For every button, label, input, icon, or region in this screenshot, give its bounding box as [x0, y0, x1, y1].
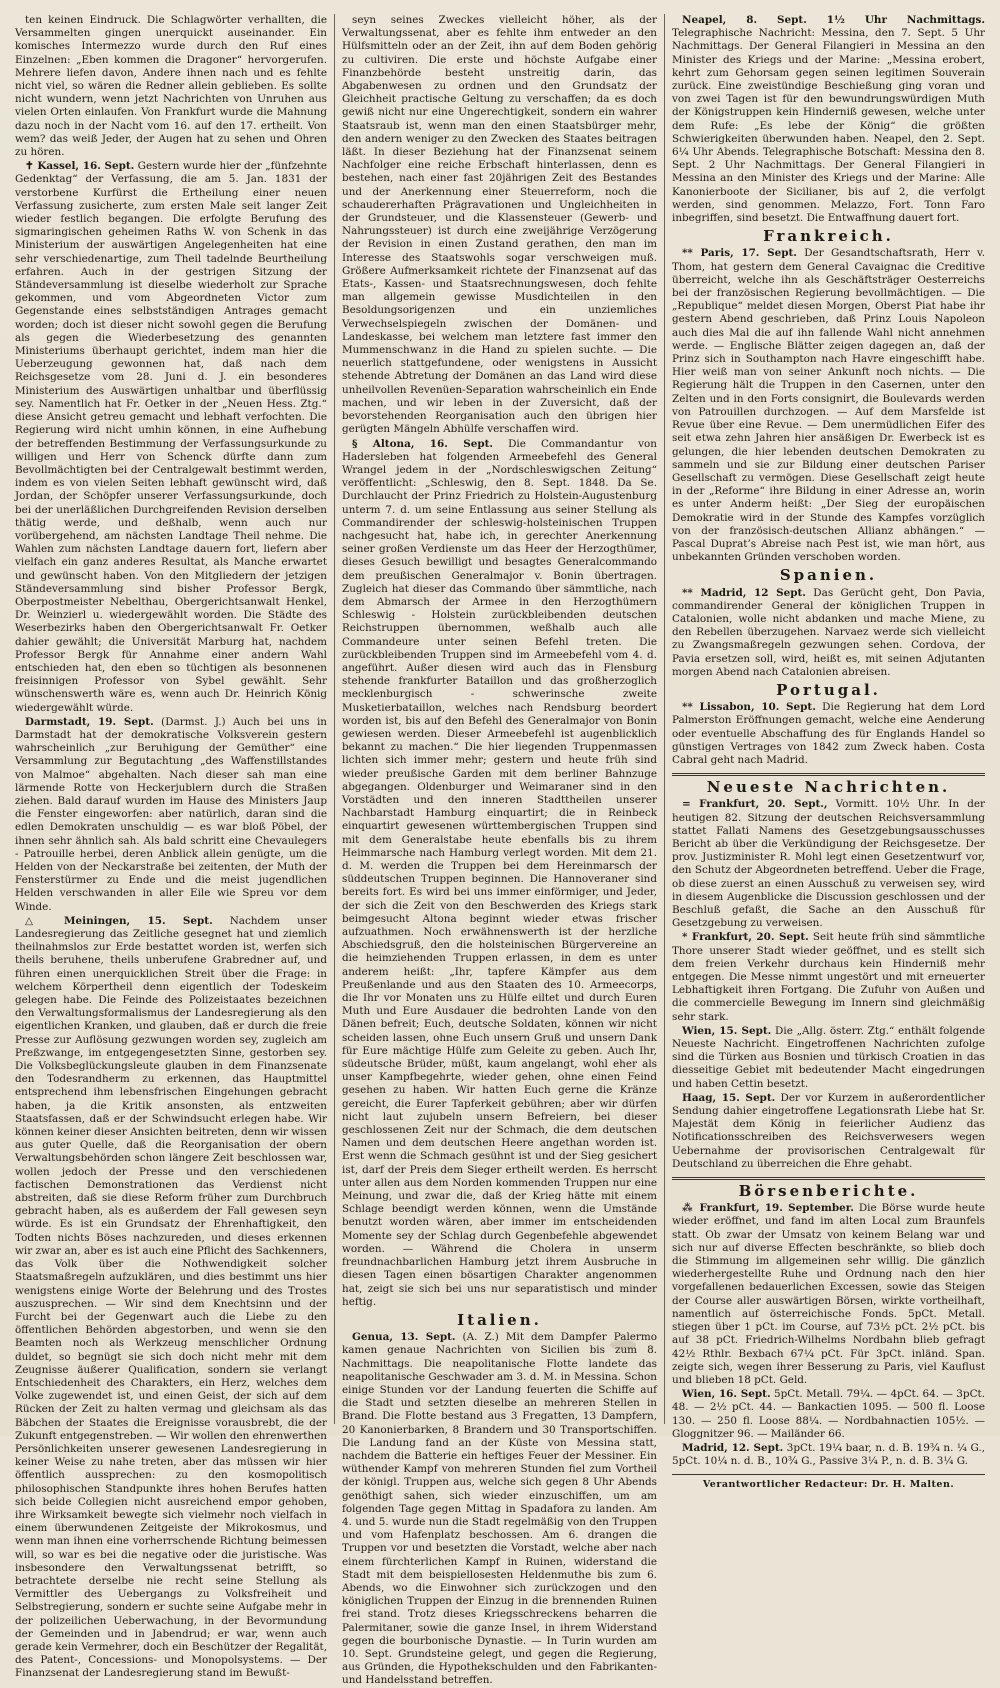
column-left — [8, 14, 334, 1680]
section-heading: Italien. — [457, 1310, 542, 1329]
article-paragraph — [672, 1388, 985, 1441]
article-paragraph — [342, 1331, 657, 1687]
article-dateline: ** Madrid, 12 Sept. — [682, 586, 806, 599]
article-paragraph — [672, 1442, 985, 1468]
page-columns — [8, 14, 992, 1687]
section-heading: Spanien. — [779, 566, 878, 585]
article-text: Telegraphische Nachricht: Messina, den 7. Sept. 5 Uhr Nachmittags. Der General Filangieri in Messina an den Minister des Kriegs und der Marine: „Messina erobert, kehrt zum Gehorsam gegen seinen legitimen Souverain zurück. Eine zweistündige Beschießung ging voran und von zwei Tagen ist für den bewundrungswürdigen Muth der Königstruppen kein Hinderniß gewesen, welche unter dem Rufe: „Es lebe der König“ die größten Schwierigkeiten überwunden haben. Neapel, den 2. Sept. 6¼ Uhr Abends. Telegraphische Botschaft: Messina den 8. Sept. 2 Uhr Nachmittags. Der General Filangieri in Messina an den Minister des Kriegs und der Marine: Alle Kanonierboote der Sicilianer, bis auf 2, die verfolgt werden, sind genommen. Melazzo, Fort. Tonn Faro inbegriffen, sind besetzt. Die Entwaffnung dauert fort. — [672, 27, 985, 225]
section-heading: Portugal. — [776, 680, 881, 699]
column-right — [664, 14, 992, 1491]
article-dateline: Madrid, 12. Sept. — [682, 1441, 784, 1454]
article-paragraph — [15, 14, 327, 159]
article-dateline: ** Paris, 17. Sept. — [682, 247, 797, 260]
article-dateline: Haag, 15. Sept. — [682, 1091, 776, 1104]
article-text: Die Regierung hat dem Lord Palmerston Eröffnungen gemacht, welche eine Aenderung oder eventuelle Abschaffung des für Englands Handel so günstigen Vertrages von 1842 zum Zweck haben. Costa Cabral geht nach Madrid. — [672, 701, 985, 766]
article-text: Seit heute früh sind sämmtliche Thore unserer Stadt wieder geöffnet, und es stellt sich dem freien Verkehr durchaus kein Hinderniß mehr entgegen. Die Messe nimmt ungestört und mit erneuerter Lebhaftigkeit ihren Fortgang. Die Zufuhr von Außen und die commercielle Bewegung im Innern sind gleichmäßig sehr stark. — [672, 931, 985, 1023]
article-dateline: ✝ Kassel, 16. Sept. — [25, 160, 135, 173]
article-dateline: Neapel, 8. Sept. 1½ Uhr Nachmittags. — [682, 14, 985, 26]
section-divider — [672, 773, 985, 776]
article-paragraph — [672, 701, 985, 767]
article-paragraph — [15, 716, 327, 914]
section-heading: Frankreich. — [763, 227, 894, 246]
article-dateline: Wien, 16. Sept. — [682, 1388, 771, 1401]
section-heading: Börsenberichte. — [738, 1182, 919, 1201]
article-dateline: § Altona, 16. Sept. — [352, 437, 494, 450]
section-divider — [672, 1177, 985, 1180]
editor-credit: Verantwortlicher Redacteur: Dr. H. Malten. — [672, 1474, 985, 1491]
article-paragraph — [672, 1202, 985, 1387]
paper-stain — [610, 1340, 636, 1350]
article-dateline: Darmstadt, 19. Sept. — [25, 715, 154, 728]
article-paragraph — [342, 438, 657, 1309]
article-dateline: Genua, 13. Sept. — [352, 1331, 456, 1344]
article-paragraph — [15, 160, 327, 715]
article-paragraph — [672, 247, 985, 564]
article-text: Gestern wurde hier der „fünfzehnte Gedenktag“ der Verfassung, die am 5. Jan. 1831 der verstorbene Kurfürst die Ertheilung einer neuen Verfassung zusicherte, zum ersten Male seit langer Zeit wieder festlich begangen. Die erfolgte Berufung des sigmaringischen geheimen Raths W. von Schenk in das Ministerium der auswärtigen Angelegenheiten hat eine sehr verschiedenartige, zum Theil tadelnde Beurtheilung erfahren. Auch in der gestrigen Sitzung der Ständeversammlung ist dieselbe wiederholt zur Sprache gekommen, und vom Abgeordneten Victor zum Gegenstande eines selbstständigen Antrages gemacht worden; doch ist dieser nicht sowohl gegen die Berufung als gegen die Wiederbesetzung des genannten Ministeriums überhaupt gerichtet, indem man hier die Ueberzeugung gewonnen hat, daß nach dem Reichsgesetze vom 28. Juni d. J. ein besonderes Ministerium des Auswärtigen unhaltbar und überflüssig sey. Namentlich hat Fr. Oetker in der „Neuen Hess. Ztg.“ diese Ansicht getreu gemacht und lebhaft verfochten. Die Regierung wird nicht umhin können, in eine Aufhebung der betreffenden Bestimmung der Verfassungsurkunde zu willigen und Herr von Schenck dürfte dann zum Bevollmächtigten bei der Centralgewalt bestimmt werden, indem es von vielen Seiten lebhaft gewünscht wird, daß Jordan, der Schöpfer unserer Verfassungsurkunde, doch bei der unerläßlichen Durchgreifenden Revision derselben thätig werde, und deßhalb, wenn auch nur vorübergehend, am nächsten Landtage Theil nehme. Die Wahlen zum nächsten Landtage dauern fort, liefern aber vielfach ein ganz anderes Resultat, als Manche erwartet und gewünscht haben. Von den Mitgliedern der jetzigen Ständeversammlung sind bisher Professor Bergk, Oberpostmeister Nebelthau, Obergerichtsanwalt Henkel, Dr. Weinzierl u. wiedergewählt worden. Die Städte des Weserbezirks haben den Obergerichtsanwalt Fr. Oetker dahier gewählt; die Universität Marburg hat, nachdem Professor Bergk für Annahme einer andern Wahl entschieden hat, den eben so tüchtigen als besonnenen freisinnigen Professor von Sybel gewählt. Sehr wünschenswerth wäre es, wenn auch Dr. Heinrich König wiedergewählt würde. — [15, 160, 327, 714]
article-dateline: ⁂ Frankfurt, 19. September. — [682, 1202, 854, 1215]
article-text: Der vor Kurzem in außerordentlicher Sendung dahier eingetroffene Legationsrath Liebe hat Sr. Majestät dem König in feierlicher Audienz das Notificationsschreiben des Reichsverwesers wegen Uebernahme der provisorischen Centralgewalt für Deutschland zu überreichen die Ehre gehabt. — [672, 1091, 985, 1170]
article-paragraph — [672, 587, 985, 679]
article-dateline: * Frankfurt, 20. Sept. — [682, 931, 809, 944]
article-text: Die Commandantur von Hadersleben hat folgenden Armeebefehl des General Wrangel jedem in der „Nordschleswigschen Zeitung“ veröffentlicht: „Schleswig, den 8. Sept. 1848. Da Se. Durchlaucht der Prinz Friedrich zu Holstein-Augustenburg unterm 7. d. um seine Entlassung aus seiner Stellung als Commandirender der schleswig-holsteinischen Truppen nachgesucht hat, habe ich, in gerechter Anerkennung seiner großen Verdienste um das Heer der Herzogthümer, dieses Gesuch bewilligt und besagtes Generalcommando dem preußischen Generalmajor v. Bonin übertragen. Zugleich hat dieser das Commando über sämmtliche, nach dem Abmarsch der Armee in den Herzogthümern Schleswig - Holstein zurückbleibenden deutschen Reichstruppen übernommen, weßhalb auch alle Commandeure unter seinen Befehl treten. Die zurückbleibenden Truppen sind im Armeebefehl vom 4. d. angeführt. Außer diesen wird auch das in Flensburg stehende frankfurter Bataillon und das großherzoglich mecklenburgisch - schwerinsche zweite Musketierbataillon, welches nach Rendsburg beordert worden ist, bis auf den Befehl des Generalmajor von Bonin gewiesen werden. Dieser Armeebefehl ist augenblicklich bekannt zu machen.“ Die hier liegenden Truppenmassen lichten sich immer mehr; gestern und heute früh sind wieder preußische Garden mit dem berliner Bahnzuge abgegangen. Oldenburger und Weimaraner sind in den Vorstädten und den inneren Stadttheilen unserer Nachbarstadt Hamburg einquartirt; die in Reinbeck einquartirt gewesenen württembergischen Truppen sind mit dem Generalstabe heute ebenfalls bis zu ihrem Heimmarsche nach Hamburg verlegt worden. Mit dem 21. d. M. werden die Truppen bei dem Hereinmarsch der süddeutschen Truppen beginnen. Die Hannoveraner sind bereits fort. Es wird bei uns immer einförmiger, und Jeder, der sich die Zeit von den Beschwerden des Kriegs stark beimgesucht Altona beginnt wieder etwas frischer aufzuathmen. Noch erwähnenswerth ist der herzliche Abschiedsgruß, den die holsteinischen Bürgervereine an die heimziehenden Truppen erlassen, in dem es unter anderem heißt: „Ihr, tapfere Kämpfer aus dem Preußenlande und aus den Staaten des 10. Armeecorps, die Ihr vor Monaten uns zu Hülfe eiltet und durch Euren Muth und Eure Ausdauer die bedrohten Lande von den Dänen befreit; Euch, deutsche Soldaten, können wir nicht scheiden lassen, ohne Euch unsern Gruß und unsern Dank für Eure mächtige Hülfe zum Geleite zu geben. Auch Ihr, südeutsche Brüder, müßt, kaum angelangt, wohl eher als unser Kampfbegehrte, wieder gehen, ohne einen Feind gesehen zu haben. Wir hatten Euch gerne die Kränze gereicht, die Eurer Tapferkeit gebühren; aber wir dürfen nicht laut zujubeln unsern Befreiern, bei dieser geschlossenen Zeit nur der Schmach, die dem deutschen Namen und dem deutschen Heere angethan worden ist. Erst wenn die Schmach gesühnt ist und der Sieg gesichert ist, darf der Preis dem Sieger ertheilt werden. Es herrscht unter allen aus dem Norden kommenden Truppen nur eine Meinung, und zwar die, daß der Krieg hätte mit einem Schlage beendigt werden können, wenn die Umstände benutzt worden wären, aber immer im entscheidenden Momente sey der Schlag durch Gegenbefehle abgewendet worden. — Während die Cholera in unserm freundnachbarlichen Hamburg jetzt ihrem Ausbruche in diesen Tagen einen bösartigen Charakter angenommen hat, zeigt sie sich bei uns nur separatistisch und minder heftig. — [342, 437, 657, 1308]
article-text: Der Gesandtschaftsrath, Herr v. Thom, hat gestern dem General Cavaignac die Creditive überreicht, welche ihn als Geschäftsträger Oesterreichs bei der französischen Regierung bevollmächtigen. — Die „Republique“ meldet diesen Morgen, Oberst Piat habe ihr gestern Abend geschrieben, daß Prinz Louis Napoleon auch dies Mal die auf ihn fallende Wahl nicht annehmen werde. — Englische Blätter zeigen dagegen an, daß der Prinz sich in Southampton nach Havre eingeschifft habe. Hier weiß man von seiner Ankunft noch nichts. — Die Regierung hält die Truppen in den Casernen, unter den Zelten und in den Forts consignirt, die Boulevards werden von Patrouillen durchzogen. — Auf dem Marsfelde ist Revue über eine Revue. — Dem unermüdlichen Eifer des seit etwa zehn Jahren hier ansäßigen Dr. Ewerbeck ist es gelungen, die hier lebenden deutschen Demokraten zu sammeln und sie zur Bildung einer deutschen Pariser Gesellschaft zu vermögen. Diese Gesellschaft zeigt heute in der „Reforme“ ihre Bildung in einer Adresse an, worin es unter Anderm heißt: „Der Sieg der europäischen Demokratie wird in der Stunde des Kampfes vorzüglich von der französisch-deutschen Allianz abhängen.“ — Pascal Duprat’s Abreise nach Pest ist, wie man hört, aus unbekannten Gründen verschoben worden. — [672, 247, 985, 564]
column-middle — [334, 14, 664, 1687]
section-heading: Neueste Nachrichten. — [706, 778, 951, 797]
article-paragraph — [672, 798, 985, 930]
article-text: 3pCt. 19¼ baar, n. d. B. 19¾ n. ¼ G., 5pCt. 10¼ n. d. B., 10¾ G., Passive 3¼ P., n. d. B. 3¼ G. — [672, 1441, 985, 1468]
article-dateline: ** Lissabon, 10. Sept. — [682, 701, 816, 714]
article-text: seyn seines Zweckes vielleicht höher, als der Verwaltungssenat, aber es fehlte ihm entweder an den Hülfsmitteln oder an der Zeit, ihn auf dem Boden gehörig zu cultiviren. Die erste und höchste Aufgabe einer Finanzbehörde besteht unstreitig darin, das Abgabenwesen zu ordnen und den Grundsatz der Gleichheit practische Geltung zu verschaffen; da es doch gewiß nicht nur eine Ungerechtigkeit, sondern ein wahrer Staatsraub ist, wenn man den einen Staatsbürger mehr, den andern weniger zu den Zwecken des Staates beitragen läßt. In dieser Beziehung hat der Finanzsenat seinem Nachfolger eine reiche Erbschaft hinterlassen, denn es bestehen, nach einer fast 20jährigen Zeit des Bestandes und der Anerkennung einer Steuerreform, noch die schaudererhaften Prägravationen und Ungleichheiten in der Grundsteuer, und die Klassensteuer (Gewerb- und Nahrungssteuer) ist durch eine zweijährige Verzögerung der Revision in einen Zustand gerathen, den man im Interesse des Staatswohls sogar verschweigen muß. Größere Aufmerksamkeit richtete der Finanzsenat auf das Etats-, Kassen- und Staatsrechnungswesen, doch fehlte man allgemein gewisse Musdichteilen in den Besoldungsorigenzen und ein unziemliches Verwechselspiegeln zwischen der Domänen- und Landeskasse, bei welchem man letztere fast immer den Mummenschwanz in die Hand zu spielen suchte. — Die neuerlich stattgefundene, oder wenigstens in Aussicht stehende Abtretung der Domänen an das Land wird diese unheilvollen Revenüen-Separation wahrscheinlich ein Ende machen, und wir leben in der Zuversicht, daß der bevorstehenden Reorganisation auch den übrigen hier gerügten Mängeln Abhülfe verschaffen wird. — [342, 14, 657, 436]
article-text: Die Börse wurde heute wieder eröffnet, und fand im alten Local zum Braunfels statt. Ob zwar der Umsatz von keinem Belang war und sich nur auf diverse Effecten beschränkte, so blieb doch die Stimmung im allgemeinen sehr willig. Die gänzlich wiederhergestellte Ruhe und Ordnung nach den hier vorgefallenen bedauerlichen Excessen, sowie das Steigen der Course aller auswärtigen Börsen, wirkte vortheilhaft, namentlich auf österreichische Fonds. 5pCt. Metall. stiegen über 1 pCt. im Course, auf 73½ pCt. 2½ pCt. bis auf 38 pCt. Friedrich-Wilhelms Nordbahn blieb gefragt 42½ Rthlr. Bexbach 67¼ pCt. Für 3pCt. inländ. Span. zeigte sich, wegen ihrer Besserung zu Paris, viel Kauflust und blieben 18 pCt. Geld. — [672, 1202, 985, 1386]
article-text: Die „Allg. österr. Ztg.“ enthält folgende Neueste Nachricht. Eingetroffenen Nachrichten zufolge sind die Türken aus Bosnien und türkisch Croatien in das diesseitige Gebiet mit bedeutender Macht eingedrungen und haben Cettin besetzt. — [672, 1024, 986, 1090]
article-paragraph — [672, 1025, 985, 1091]
article-paragraph — [15, 915, 327, 1681]
article-paragraph — [342, 14, 657, 437]
article-paragraph — [672, 1092, 985, 1171]
article-text: 5pCt. Metall. 79¼. — 4pCt. 64. — 3pCt. 48. — 2½ pCt. 44. — Bankactien 1095. — 500 fl. Loose 130. — 250 fl. Loose 88¼. — Nordbahnactien 105½. — Gloggnitzer 96. — Mailänder 66. — [672, 1388, 985, 1440]
article-text: Vormitt. 10½ Uhr. In der heutigen 82. Sitzung der deutschen Reichsversammlung stattet Fallati Namens des Gesetzgebungsausschusses Bericht ab über die Verkündigung der Reichsgesetze. Der prov. Justizminister R. Mohl legt einen Gesetzentwurf vor, den Schutz der Abgeordneten betreffend. Ueber die Frage, ob diese zuerst an einen Ausschuß zu verweisen sey, wird in diesem Augenblicke die Discussion geschlossen und der Beschluß gefaßt, die Sache an den Ausschuß für Gesetzgebung zu verweisen. — [672, 798, 985, 930]
article-text: Nachdem unser Landesregierung das Zeitliche gesegnet hat und ziemlich theilnahmslos zur Erde bestattet worden ist, werfen sich theils beruhene, theils unberufene Grabredner auf, und führen einen unerquicklichen Streit über die Frage: in welchem Körpertheil denn eigentlich der Todeskeim gelegen habe. Die Feinde des Polizeistaates bezeichnen den Verwaltungsformalismus der Landesregierung als den eigentlichen Kranken, und glauben, daß er durch die freie Presse zur Auflösung gezwungen worden sey, zugleich am Preßzwange, im entgegengesetzten Sinne, gestorben sey. Die Volksbeglückungsleute glauben in dem Finanzsenate den Todesrandherm zu erkennen, das Hauptmittel entsprechend ihm lebensfrischen Eingehungen gebracht haben, ja die Kritik ansonsten, als entzweiten Staatsfassen, daß er der Schwindsucht erlegen habe. Wir können keiner dieser Ansichten beitreten, denn wir wissen aus guter Quelle, daß die Reorganisation der obern Verwaltungsbehörden schon längere Zeit beschlossen war, wollen jedoch der Presse und den verschiedenen factischen Demonstrationen das Verdienst nicht abstreiten, daß sie diese Reform früher zum Durchbruch gebracht haben, als es außerdem der Fall gewesen seyn würde. Es ist ein Grundsatz der Ehrenhaftigkeit, den Todten nichts Böses nachzureden, und dieses erkennen wir zwar an, aber es ist auch eine Pflicht des Sachkenners, das Volk über die Nothwendigkeit solcher Staatsmaßregeln aufzuklären, und dies bestimmt uns hier wenigstens einige Worte der Belehrung und des Trostes auszusprechen. — Wir sind dem Knechtsinn und der Furcht bei der Gegenwart auch die Liebe zu den öffentlichen Behörden abgestorben, und wenn sie den Beamten noch als Werkzeug menschlicher Ordnung duldet, so begnügt sie sich doch nicht mehr mit dem Zeugnisse äußerer Qualification, sondern sie verlangt Entschiedenheit des Charakters, ein Herz, welches dem Volke zugewendet ist, und einen Geist, der sich auf dem Rücken der Zeit zu halten vermag und gleichsam als das Bäbchen der Staates die Ereignisse vorausbrebt, die der Zukunft entgegenstreben. — Wir wollen den ehrenwerthen Persönlichkeiten unserer gewesenen Landesregierung in keiner Weise zu nahe treten, aber das müssen wir hier öffentlich aussprechen: zu den kosmopolitisch philosophischen Standpunkte ihres hohen Berufes hatten sich beide Collegien nicht ausreichend empor gehoben, ihre Wirksamkeit bewegte sich vielmehr noch vielfach in einem überwundenen Zeitgeiste der Mikrokosmus, und wenn man ihnen eine vorherrschende Richtung beimessen will, so war es bei die negative oder die juristische. Was insbesondere den Verwaltungssenat betrifft, so betrachtete derselbe nie recht seine Stellung als Vermittler des Uebergangs zu Volksfreiheit und Selbstregierung, sondern er suchte seine Aufgabe mehr in der polizeilichen Ueberwachung, in der Bevormundung der Gemeinden und in Jabendrud; er war, wenn auch gerade kein Vermehrer, doch ein Beschützer der Regalität, des Patent-, Concessions- und Monopolsystems. — Der Finanzsenat der Landesregierung stand im Bewußt- — [15, 914, 327, 1680]
article-paragraph — [672, 931, 985, 1023]
article-text: (Darmst. J.) Auch bei uns in Darmstadt hat der demokratische Volksverein gestern wahrscheinlich „zur Beruhigung der Gemüther“ eine Versammlung zur Begutachtung „des Waffenstillstandes von Malmoe“ abgehalten. Nach dieser sah man eine lärmende Rotte von Heckerjublern durch die Straßen ziehen. Bald darauf wurden im Hause des Ministers Jaup die Fenster eingeworfen: aber natürlich, daran sind die edlen Demokraten unschuldig — es war bloß Pöbel, der ihnen sehr ähnlich sah. Als bald schritt eine Chevaulegers - Patrouille herbei, deren Anblick allein genügte, um die Helden von der Neckarstraße bei zeitenten, der Muth der Fensterstürmer zu Ende und die meist jugendlichen Helden verschwanden in aller Eile wie Spreu vor dem Winde. — [15, 715, 327, 913]
article-dateline: = Frankfurt, 20. Sept., — [682, 798, 828, 811]
article-text: ten keinen Eindruck. Die Schlagwörter verhallten, die Versammelten gingen unerquickt auseinander. Ein komisches Intermezzo wurde durch den Ruf eines Einzelnen: „Eben kommen die Dragoner“ hervorgerufen. Mehrere liefen davon, Andere ihnen nach und es fehlte nicht viel, so wären die Redner allein geblieben. Es sollte nicht wundern, wenn jetzt Nachrichten von Unruhen aus vielen Orten einlaufen. Von Frankfurt wurde die Mahnung dazu noch in der Nacht vom 16. auf den 17. ertheilt. Von wem? das weiß Jeder, der Augen hat zu sehen und Ohren zu hören. — [15, 14, 327, 159]
article-dateline: △ Meiningen, 15. Sept. — [25, 914, 213, 927]
article-text: Das Gerücht geht, Don Pavia, commandirender General der königlichen Truppen in Catalonien, wolle nicht abdanken und mache Miene, zu den Rebellen überzugehen. Narvaez werde sich vielleicht zu Zwangsmaßregeln gezwungen sehen. Cordova, der Pavia ersetzen soll, wird, heißt es, mit seinen Adjutanten morgen Abend nach Catalonien abreisen. — [672, 586, 986, 678]
article-dateline: Wien, 15. Sept. — [682, 1024, 772, 1037]
article-text: (A. Z.) Mit dem Dampfer Palermo kamen genaue Nachrichten von Sicilien bis zum 8. Nachmittags. Die neapolitanische Flotte landete das neapolitanische Geschwader am 3. d. M. in Messina. Schon einige Stunden vor der Landung feuerten die Schiffe auf die Stadt und setzten dieselbe an mehreren Stellen in Brand. Die Flotte bestand aus 3 Fregatten, 13 Dampfern, 20 Kanonierbarken, 8 Brandern und 30 Transportschiffen. Die Landung fand an der Küste von Messina statt, nachdem die Batterie ein heftiges Feuer der Messiner. Ein wüthender Kampf von mehreren Stunden fiel zum Vortheil der königl. Truppen aus, welche sich gegen 8 Uhr Abends genöthigt sahen, sich wieder einzuschiffen, um am folgenden Tage gegen Mittag in Spadafora zu landen. Am 4. und 5. wurde nun die Stadt regelmäßig von den Truppen und vom Hafenplatz beschossen. Am 6. drangen die Truppen vor und besetzten die Vorstadt, welche aber nach einem fürchterlichen Kampf in Ruinen, widerstand die Stadt mit dem beispiellosesten Heldenmuthe bis zum 6. Abends, wo die Einwohner sich zurückzogen und den königlichen Truppen der Einzug in die brennenden Ruinen frei stand. Trotz dieses Kriegsschreckens beharren die Palermitaner, sowie die ganze Insel, in ihrem Widerstand gegen die bourbonische Dynastie. — In Turin wurden am 10. Sept. Grundsteine gelegt, und gegen die Regierung, aus Gründen, die Hypothekschulden und den Fabrikanten- und Handelsstand betreffen. — [342, 1331, 657, 1687]
article-paragraph — [672, 14, 985, 225]
